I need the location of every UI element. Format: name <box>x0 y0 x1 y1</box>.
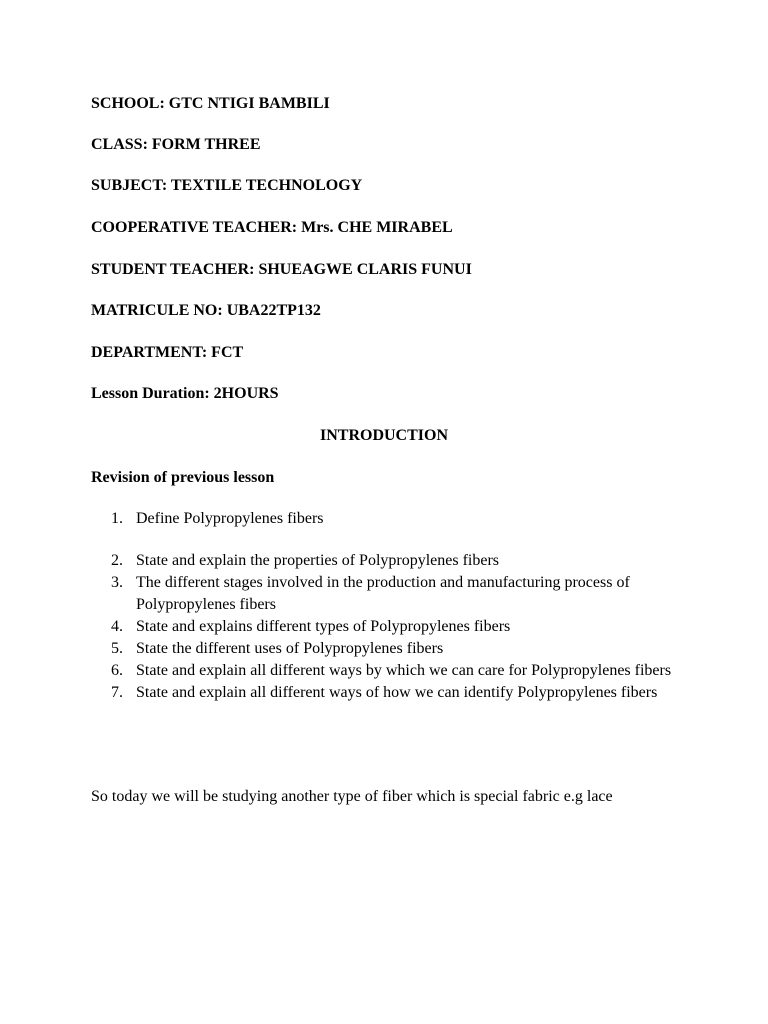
list-item-number: 2. <box>111 552 123 569</box>
list-item-text: State and explain the properties of Polypropylenes fibers <box>136 552 500 569</box>
list-item <box>91 550 681 572</box>
school-line: SCHOOL: GTC NTIGI BAMBILI <box>91 95 330 112</box>
list-item <box>91 572 681 616</box>
list-item-number: 4. <box>111 618 123 635</box>
section-title: INTRODUCTION <box>319 427 448 444</box>
class-line: CLASS: FORM THREE <box>91 136 261 153</box>
list-item-number: 1. <box>111 510 123 527</box>
revision-heading: Revision of previous lesson <box>91 469 275 486</box>
list-item-text: State and explain all different ways of how we can identify Polypropylenes fibers <box>136 684 658 701</box>
list-item-text: State the different uses of Polypropylenes fibers <box>136 640 444 657</box>
student-teacher-line: STUDENT TEACHER: SHUEAGWE CLARIS FUNUI <box>91 261 472 278</box>
list-item <box>91 616 681 638</box>
matricule-line: MATRICULE NO: UBA22TP132 <box>91 302 321 319</box>
list-item <box>91 508 681 530</box>
duration-line: Lesson Duration: 2HOURS <box>91 385 279 402</box>
list-item-text: Define Polypropylenes fibers <box>136 510 324 527</box>
list-item-number: 6. <box>111 662 123 679</box>
cooperative-teacher-line: COOPERATIVE TEACHER: Mrs. CHE MIRABEL <box>91 219 453 236</box>
list-item-text: The different stages involved in the production and manufacturing process of Polypropylenes fibers <box>136 574 630 613</box>
department-line: DEPARTMENT: FCT <box>91 344 244 361</box>
list-item <box>91 660 681 682</box>
list-item <box>91 682 681 704</box>
subject-line: SUBJECT: TEXTILE TECHNOLOGY <box>91 177 363 194</box>
list-item-number: 5. <box>111 640 123 657</box>
closing-paragraph: So today we will be studying another type of fiber which is special fabric e.g lace <box>91 788 613 805</box>
list-item-number: 3. <box>111 574 123 591</box>
list-item-text: State and explains different types of Polypropylenes fibers <box>136 618 511 635</box>
revision-list <box>91 508 681 704</box>
list-item <box>91 638 681 660</box>
list-item-number: 7. <box>111 684 123 701</box>
list-item-text: State and explain all different ways by which we can care for Polypropylenes fibers <box>136 662 672 679</box>
